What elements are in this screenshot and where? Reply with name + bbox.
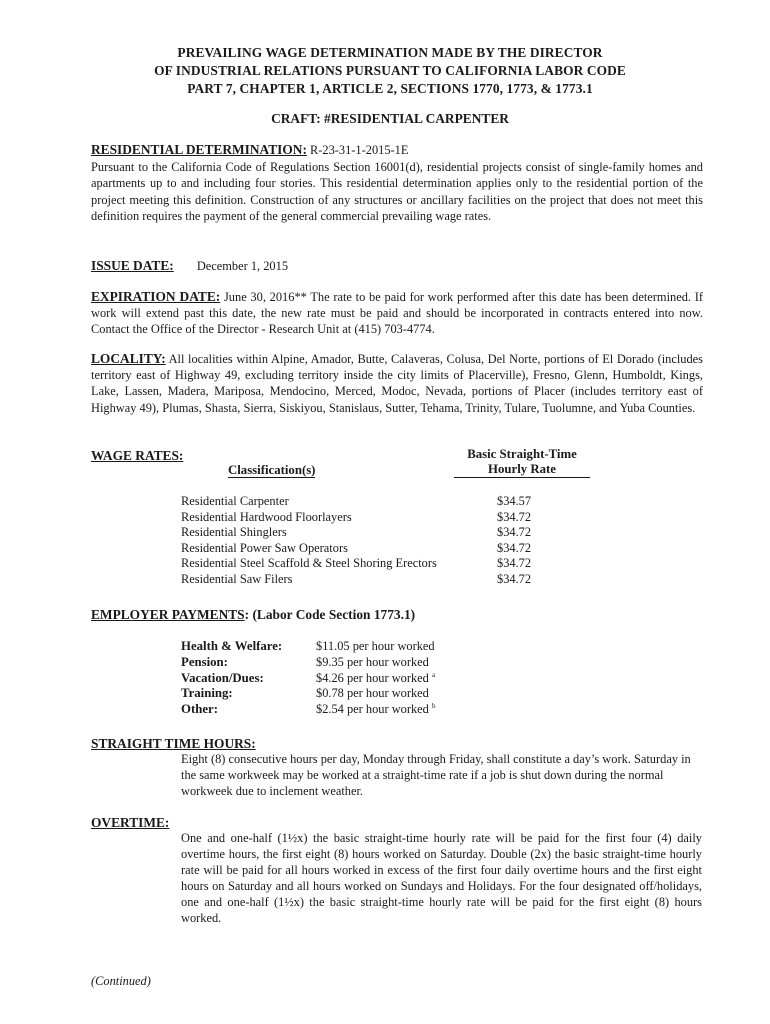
rate-cell: $34.72 xyxy=(497,540,532,555)
rate-header-line-2: Hourly Rate xyxy=(454,462,590,478)
employer-payments-label: EMPLOYER PAYMENTS xyxy=(91,607,245,622)
rate-header-line-1: Basic Straight-Time xyxy=(467,447,577,461)
expiration-label: EXPIRATION DATE: xyxy=(91,289,221,304)
payment-label: Vacation/Dues: xyxy=(181,670,264,685)
header-line-1: PREVAILING WAGE DETERMINATION MADE BY THE DIRECTOR xyxy=(177,45,603,60)
table-row xyxy=(181,572,601,588)
payment-label: Health & Welfare: xyxy=(181,639,283,653)
list-item xyxy=(181,655,481,671)
table-row xyxy=(181,556,601,572)
overtime-text: One and one-half (1½x) the basic straight-time hourly rate will be paid for the first four (4) daily overtime hours, the first eight (8) hours worked on Saturday. Double (2x) the basic straight-time hourly rate will be paid for all hours worked in excess of the first four daily overtime hours and the first eight hours on Saturday and all hours worked on Sundays and Holidays. For the four designated off/holidays, one and one-half (1½x) the basic straight-time hourly rate will be paid for the first eight (8) hours worked. xyxy=(181,831,702,925)
locality-text: All localities within Alpine, Amador, Butte, Calaveras, Colusa, Del Norte, portions of El Dorado (includes territory east of Highway 49, excluding territory inside the city limits of Placerville), Fresno, Glenn, Humboldt, Kings, Lake, Lassen, Madera, Mariposa, Mendocino, Merced, Modoc, Nevada, portions of Placer (includes territory east of Highway 49), Plumas, Shasta, Sierra, Siskiyou, Stanislaus, Sutter, Tehama, Trinity, Tulare, Tuolumne, and Yuba Counties. xyxy=(91,352,703,415)
residential-label: RESIDENTIAL DETERMINATION: xyxy=(91,142,307,157)
classification-cell: Residential Steel Scaffold & Steel Shoring Erectors xyxy=(181,556,437,571)
residential-text: Pursuant to the California Code of Regulations Section 16001(d), residential projects consist of single-family homes and apartments up to and including four stories. This residential determination applies only to the residential portion of the project meeting this definition. Construction of any structures or ancillary facilities on the project that does not meet this definition requires the payment of the general commercial prevailing wage rates. xyxy=(91,160,703,223)
header-line-3: PART 7, CHAPTER 1, ARTICLE 2, SECTIONS 1770, 1773, & 1773.1 xyxy=(187,81,593,96)
classification-cell: Residential Saw Filers xyxy=(181,571,293,586)
expiration-text: June 30, 2016** The rate to be paid for work performed after this date has been determined. If work will extend past this date, the new rate must be paid and should be incorporated in contracts entered into now. Contact the Office of the Director - Research Unit at (415) 703-4774. xyxy=(91,290,703,337)
wage-rates-label: WAGE RATES: xyxy=(91,448,184,463)
payment-value: $9.35 per hour worked xyxy=(316,654,429,669)
continued-note: (Continued) xyxy=(91,974,151,988)
payment-label: Other: xyxy=(181,702,218,717)
payment-value: $11.05 per hour worked xyxy=(316,639,435,653)
residential-code: R-23-31-1-2015-1E xyxy=(306,143,409,157)
payment-value: $0.78 per hour worked xyxy=(316,686,429,701)
payment-value: $2.54 per hour worked $^b$ xyxy=(316,702,436,717)
residential-section xyxy=(91,142,703,224)
classification-cell: Residential Power Saw Operators xyxy=(181,540,348,555)
payment-label: Training: xyxy=(181,686,233,701)
rate-cell: $34.57 xyxy=(497,494,532,508)
wage-rates-label-wrap xyxy=(91,447,183,465)
locality-section xyxy=(91,351,703,416)
list-item xyxy=(181,639,481,655)
list-item xyxy=(181,671,481,687)
overtime-heading xyxy=(91,814,169,832)
rate-cell: $34.72 xyxy=(497,525,532,540)
footnote-marker: a xyxy=(431,670,436,679)
table-row xyxy=(181,510,601,526)
list-item xyxy=(181,686,481,702)
table-row xyxy=(181,494,601,510)
employer-payments-list xyxy=(181,639,481,718)
wage-rates-table xyxy=(181,494,601,588)
classification-cell: Residential Hardwood Floorlayers xyxy=(181,509,352,524)
employer-payments-heading xyxy=(91,606,415,624)
payment-value: $4.26 per hour worked $^a$ xyxy=(316,670,436,685)
classification-cell: Residential Carpenter xyxy=(181,494,289,508)
issue-date-value: December 1, 2015 xyxy=(196,259,289,273)
employer-payments-suffix: : (Labor Code Section 1773.1) xyxy=(244,607,416,622)
table-row xyxy=(181,541,601,557)
straight-time-text: Eight (8) consecutive hours per day, Monday through Friday, shall constitute a day’s work. Saturday in the same workweek may be worked at a straight-time rate if a job is shut down during the normal workweek due to inclement weather. xyxy=(181,752,691,798)
issue-date-section xyxy=(91,258,703,274)
payment-label: Pension: xyxy=(181,654,228,669)
craft-title: CRAFT: #RESIDENTIAL CARPENTER xyxy=(271,111,509,126)
issue-date-label: ISSUE DATE: xyxy=(91,258,174,273)
expiration-section xyxy=(91,289,703,338)
classification-header: Classification(s) xyxy=(228,463,316,477)
rate-cell: $34.72 xyxy=(497,509,532,524)
classification-cell: Residential Shinglers xyxy=(181,525,287,540)
rate-cell: $34.72 xyxy=(497,571,532,586)
header-line-2: OF INDUSTRIAL RELATIONS PURSUANT TO CALIFORNIA LABOR CODE xyxy=(154,63,626,78)
locality-label: LOCALITY: xyxy=(91,351,166,366)
rate-cell: $34.72 xyxy=(497,556,532,571)
overtime-label: OVERTIME: xyxy=(91,815,170,830)
straight-time-label: STRAIGHT TIME HOURS: xyxy=(91,736,256,751)
footnote-marker: b xyxy=(431,702,436,711)
table-row xyxy=(181,525,601,541)
list-item xyxy=(181,702,481,718)
